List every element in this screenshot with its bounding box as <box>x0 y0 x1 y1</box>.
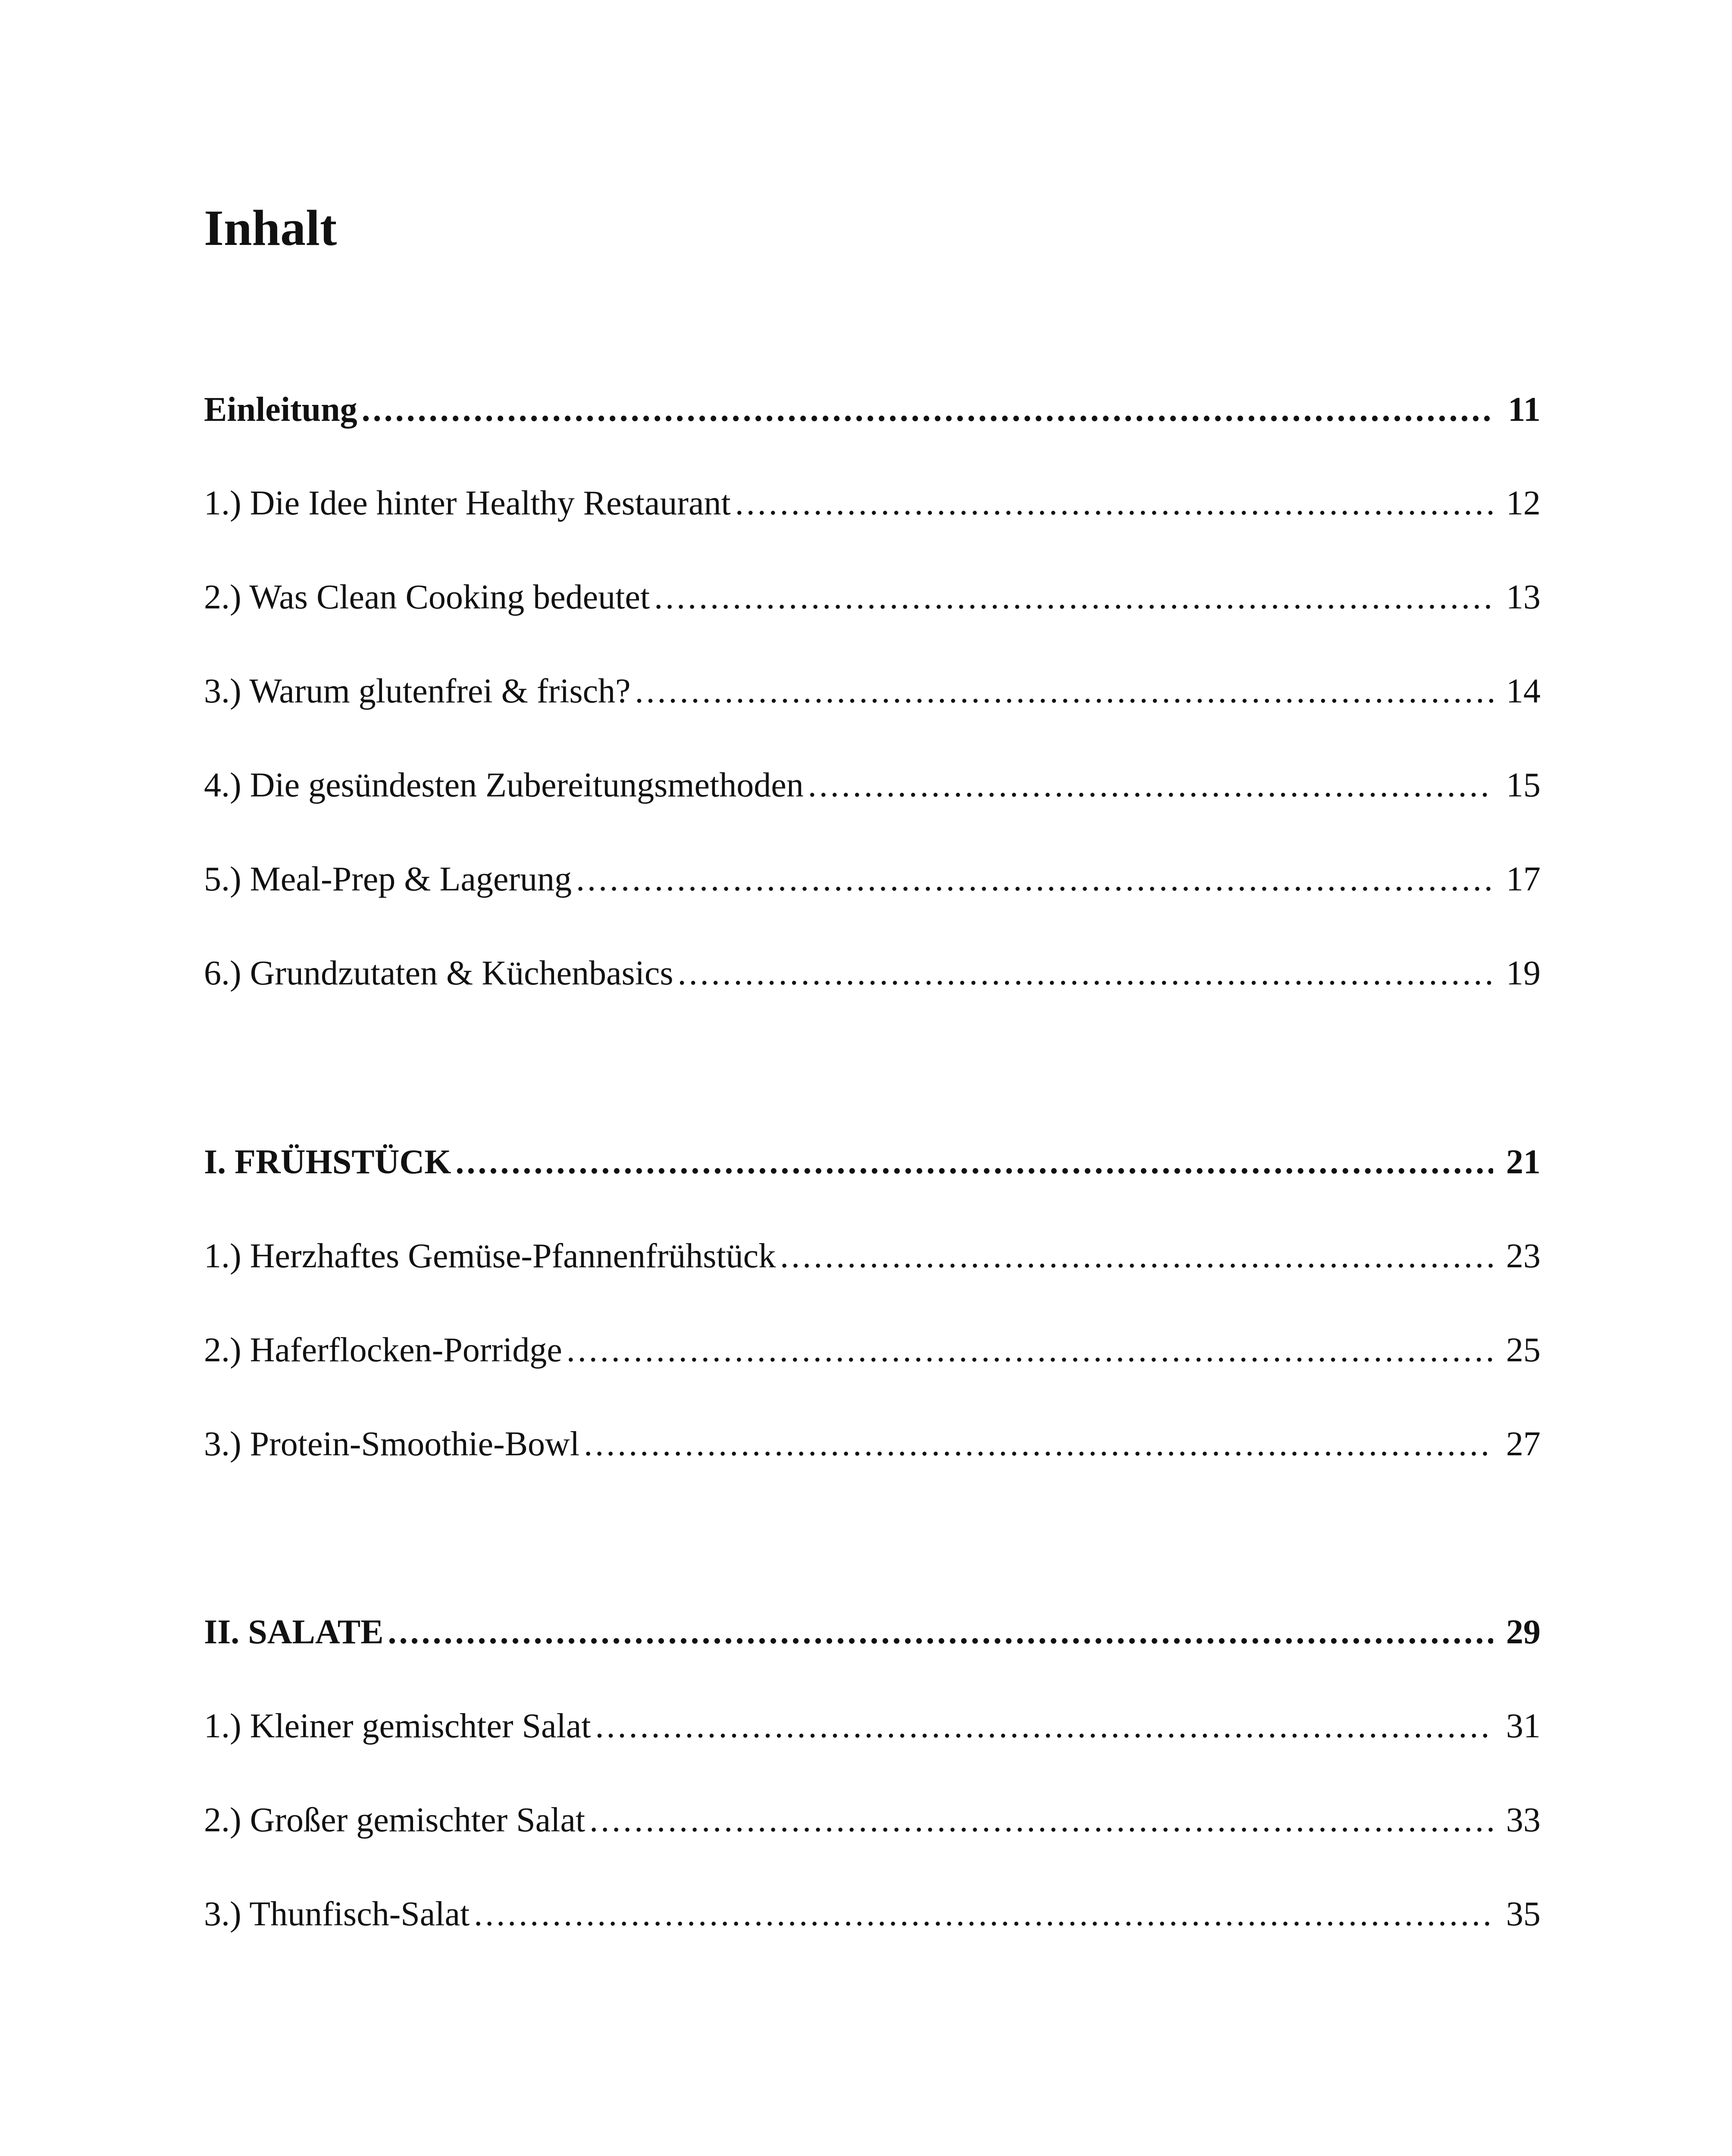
toc-entry-page: 14 <box>1506 672 1541 710</box>
toc-entry-label: II. SALATE <box>204 1613 384 1651</box>
toc-leader-dots <box>780 1232 1493 1280</box>
toc-entry-salate <box>204 1608 1541 1656</box>
toc-entry-label: 3.) Protein-Smoothie-Bowl <box>204 1425 580 1463</box>
toc-leader-dots <box>678 950 1493 997</box>
toc-entry <box>204 1796 1541 1844</box>
toc-entry-page: 13 <box>1506 578 1541 616</box>
toc-entry-label: Einleitung <box>204 391 357 429</box>
toc-leader-dots <box>589 1796 1493 1844</box>
toc-entry-page: 35 <box>1506 1895 1541 1933</box>
toc-entry <box>204 479 1541 527</box>
toc-entry-label: I. FRÜHSTÜCK <box>204 1143 451 1181</box>
toc-entry <box>204 1702 1541 1750</box>
toc-entry-einleitung <box>204 386 1541 433</box>
toc-entry-label: 2.) Was Clean Cooking bedeutet <box>204 578 650 616</box>
toc-entry-page: 33 <box>1506 1801 1541 1839</box>
toc-entry <box>204 950 1541 997</box>
toc-leader-dots <box>567 1326 1493 1374</box>
toc-entry <box>204 1420 1541 1468</box>
toc-leader-dots <box>584 1420 1493 1468</box>
toc-entry <box>204 573 1541 621</box>
toc-entry <box>204 1232 1541 1280</box>
toc-entry-page: 31 <box>1506 1707 1541 1745</box>
toc-entry-fruehstueck <box>204 1138 1541 1186</box>
toc-leader-dots <box>735 479 1493 527</box>
toc-leader-dots <box>576 856 1493 903</box>
toc-entry-label: 1.) Die Idee hinter Healthy Restaurant <box>204 484 731 522</box>
toc-leader-dots <box>362 386 1493 433</box>
toc-leader-dots <box>455 1138 1493 1186</box>
toc-entry <box>204 1326 1541 1374</box>
toc-entry-page: 11 <box>1508 391 1541 429</box>
toc-entry-label: 3.) Thunfisch-Salat <box>204 1895 470 1933</box>
toc-leader-dots <box>635 667 1493 715</box>
toc-entry-label: 2.) Haferflocken-Porridge <box>204 1331 562 1369</box>
toc-entry <box>204 856 1541 903</box>
toc-entry-page: 19 <box>1506 954 1541 992</box>
toc-entry-page: 12 <box>1506 484 1541 522</box>
toc-entry-label: 4.) Die gesündesten Zubereitungsmethoden <box>204 766 804 804</box>
toc-entry-page: 17 <box>1506 860 1541 898</box>
toc-entry-label: 1.) Kleiner gemischter Salat <box>204 1707 591 1745</box>
toc-entry-page: 25 <box>1506 1331 1541 1369</box>
toc-entry-page: 23 <box>1506 1237 1541 1275</box>
toc-entry <box>204 667 1541 715</box>
toc-entry <box>204 761 1541 809</box>
toc-leader-dots <box>808 761 1493 809</box>
toc-leader-dots <box>474 1890 1493 1938</box>
toc-entry-page: 27 <box>1506 1425 1541 1463</box>
toc-entry-label: 6.) Grundzutaten & Küchenbasics <box>204 954 673 992</box>
toc-entry-label: 3.) Warum glutenfrei & frisch? <box>204 672 631 710</box>
toc-entry-page: 21 <box>1506 1143 1541 1181</box>
toc-entry-label: 2.) Großer gemischter Salat <box>204 1801 586 1839</box>
toc-leader-dots <box>388 1608 1493 1656</box>
toc-leader-dots <box>654 573 1493 621</box>
page-title: Inhalt <box>204 200 337 256</box>
toc-entry-page: 15 <box>1506 766 1541 804</box>
toc-entry-label: 1.) Herzhaftes Gemüse-Pfannenfrühstück <box>204 1237 776 1275</box>
toc-entry-page: 29 <box>1506 1613 1541 1651</box>
toc-leader-dots <box>595 1702 1493 1750</box>
toc-entry-label: 5.) Meal-Prep & Lagerung <box>204 860 572 898</box>
toc-entry <box>204 1890 1541 1938</box>
